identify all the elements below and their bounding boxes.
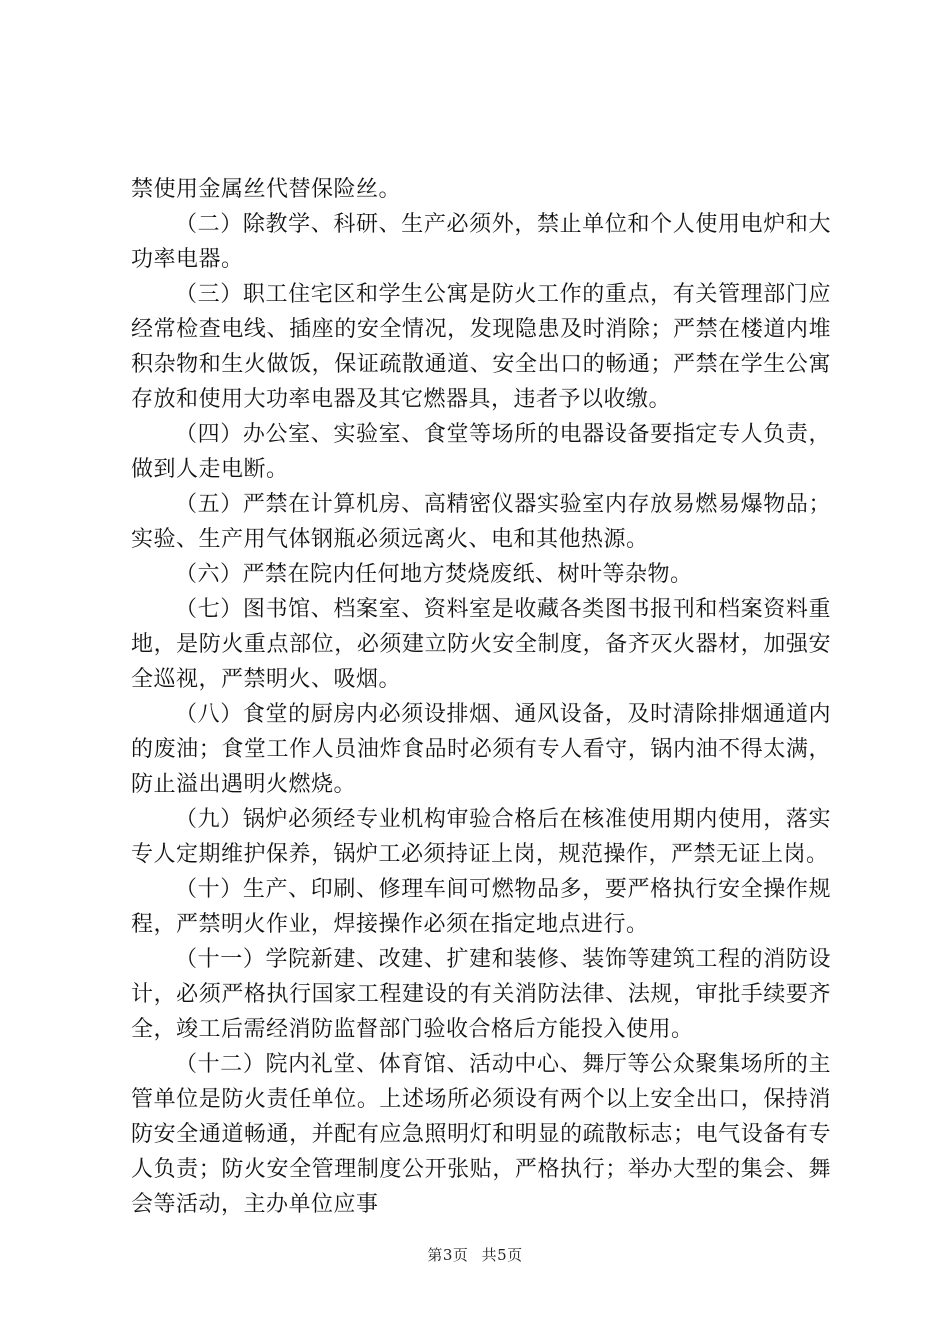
paragraph-item-2: （二）除教学、科研、生产必须外，禁止单位和个人使用电炉和大功率电器。 <box>131 212 831 272</box>
page-footer <box>0 1244 950 1265</box>
paragraph-item-9: （九）锅炉必须经专业机构审验合格后在核准使用期内使用，落实专人定期维护保养，锅炉工必须持证上岗，规范操作，严禁无证上岗。 <box>131 807 831 867</box>
paragraph-item-10: （十）生产、印刷、修理车间可燃物品多，要严格执行安全操作规程，严禁明火作业，焊接操作必须在指定地点进行。 <box>131 877 831 937</box>
paragraph-item-4: （四）办公室、实验室、食堂等场所的电器设备要指定专人负责，做到人走电断。 <box>131 422 831 482</box>
page-total: 共5页 <box>481 1246 523 1264</box>
page-number: 第3页 <box>427 1246 469 1264</box>
paragraph-continued: 禁使用金属丝代替保险丝。 <box>131 177 402 202</box>
paragraph-item-11: （十一）学院新建、改建、扩建和装修、装饰等建筑工程的消防设计，必须严格执行国家工程建设的有关消防法律、法规，审批手续要齐全，竣工后需经消防监督部门验收合格后方能投入使用。 <box>131 947 831 1042</box>
document-body <box>131 172 831 1222</box>
paragraph-item-12: （十二）院内礼堂、体育馆、活动中心、舞厅等公众聚集场所的主管单位是防火责任单位。上述场所必须设有两个以上安全出口，保持消防安全通道畅通，并配有应急照明灯和明显的疏散标志；电气设备有专人负责；防火安全管理制度公开张贴，严格执行；举办大型的集会、舞会等活动，主办单位应事 <box>131 1052 831 1217</box>
paragraph-item-3: （三）职工住宅区和学生公寓是防火工作的重点，有关管理部门应经常检查电线、插座的安全情况，发现隐患及时消除；严禁在楼道内堆积杂物和生火做饭，保证疏散通道、安全出口的畅通；严禁在学生公寓存放和使用大功率电器及其它燃器具，违者予以收缴。 <box>131 282 831 412</box>
paragraph-item-6: （六）严禁在院内任何地方焚烧废纸、树叶等杂物。 <box>175 562 693 587</box>
paragraph-item-5: （五）严禁在计算机房、高精密仪器实验室内存放易燃易爆物品；实验、生产用气体钢瓶必须远离火、电和其他热源。 <box>131 492 831 552</box>
paragraph-item-8: （八）食堂的厨房内必须设排烟、通风设备，及时清除排烟通道内的废油；食堂工作人员油炸食品时必须有专人看守，锅内油不得太满，防止溢出遇明火燃烧。 <box>131 702 831 797</box>
paragraph-item-7: （七）图书馆、档案室、资料室是收藏各类图书报刊和档案资料重地，是防火重点部位，必须建立防火安全制度，备齐灭火器材，加强安全巡视，严禁明火、吸烟。 <box>131 597 831 692</box>
